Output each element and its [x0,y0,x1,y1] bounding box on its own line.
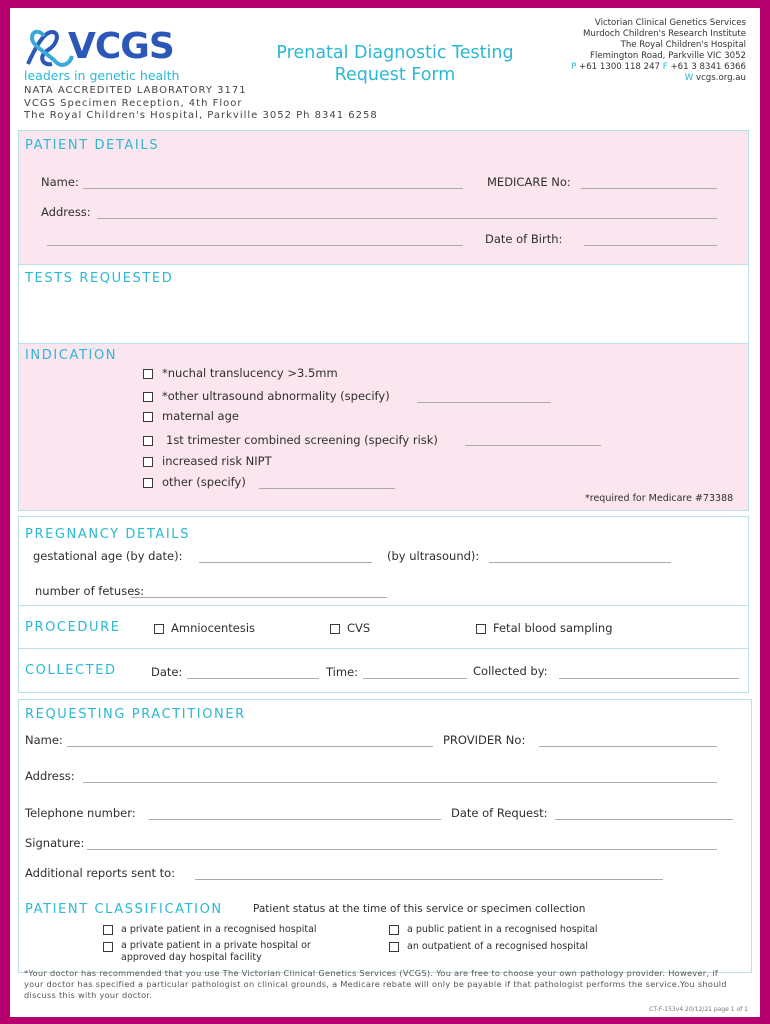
practitioner-address-label: Address: [25,769,75,783]
indication-option: other (specify) [162,475,246,489]
procedure-option: Amniocentesis [171,621,256,635]
section-title: PROCEDURE [25,620,121,635]
fetal-blood-sampling-checkbox[interactable] [476,624,486,634]
amniocentesis-checkbox[interactable] [154,624,164,634]
collected-date-label: Date: [151,665,183,679]
address-line: Victorian Clinical Genetics Services [594,18,746,28]
signature-label: Signature: [25,836,85,850]
classification-checkbox[interactable] [389,942,399,952]
additional-reports-field[interactable] [195,879,663,880]
classification-option: an outpatient of a recognised hospital [407,941,589,952]
disclaimer-line: *Your doctor has recommended that you use The Victorian Clinical Genetics Services (VCGS). You are free to choose your own pathology provider. However, if [24,968,719,978]
collected-section [18,648,749,693]
address-line: The Royal Children's Hospital [620,40,746,50]
lab-details [24,85,378,123]
section-title: REQUESTING PRACTITIONER [25,707,246,722]
section-title: COLLECTED [25,663,117,678]
telephone-field[interactable] [149,819,441,820]
form-code: CT-F-153v4.20/12/21 page 1 of 1 [649,1006,748,1013]
fetuses-label: number of fetuses: [35,584,145,598]
form-title-line1: Prenatal Diagnostic Testing [276,43,514,63]
dob-field[interactable] [584,245,717,246]
section-title: INDICATION [25,348,118,363]
collected-by-label: Collected by: [473,664,548,678]
disclaimer-line: discuss this with your doctor. [24,989,153,1000]
indication-option: *nuchal translucency >3.5mm [162,366,338,380]
classification-checkbox[interactable] [389,925,399,935]
classification-option-line: approved day hospital facility [121,952,262,963]
disclaimer [24,968,748,1000]
procedure-option: Fetal blood sampling [493,621,613,635]
phone-prefix: P [571,62,577,72]
medicare-note: *required for Medicare #73388 [585,493,734,504]
telephone-label: Telephone number: [25,806,136,820]
indication-option: increased risk NIPT [162,454,272,468]
other-specify-field[interactable] [259,488,395,489]
collected-time-label: Time: [326,665,359,679]
fax-number: +61 3 8341 6366 [670,62,746,72]
indication-option: 1st trimester combined screening (specify risk) [166,433,438,447]
dob-label: Date of Birth: [485,232,563,246]
provider-no-label: PROVIDER No: [443,733,526,747]
indication-checkbox[interactable] [143,412,153,422]
practitioner-address-field[interactable] [83,782,717,783]
section-title: TESTS REQUESTED [25,271,174,286]
phone-fax-line [571,62,746,73]
lab-line: NATA ACCREDITED LABORATORY 3171 [24,85,247,96]
section-title: PATIENT DETAILS [25,138,160,153]
provider-no-field[interactable] [539,746,717,747]
indication-checkbox[interactable] [143,478,153,488]
patient-address-field[interactable] [97,218,717,219]
address-line: Murdoch Children's Research Institute [582,29,746,39]
fax-prefix: F [662,62,668,72]
phone-number: +61 1300 118 247 [579,62,661,72]
procedure-section [18,605,749,649]
lab-line: The Royal Children's Hospital, Parkville 3052 Ph 8341 6258 [24,110,378,121]
ga-ultrasound-field[interactable] [489,562,671,563]
pregnancy-details-section [18,516,749,606]
web-address: vcgs.org.au [695,73,746,83]
vcgs-logo [22,22,192,82]
collected-time-field[interactable] [363,678,467,679]
date-of-request-label: Date of Request: [451,806,548,820]
indication-section [18,343,749,511]
medicare-label: MEDICARE No: [487,175,571,189]
classification-option: a public patient in a recognised hospital [407,924,598,935]
logo-text: VCGS [68,26,174,67]
form-title [245,42,545,86]
patient-name-label: Name: [41,175,79,189]
ga-ultrasound-label: (by ultrasound): [387,549,480,563]
date-of-request-field[interactable] [555,819,733,820]
tagline: leaders in genetic health [24,68,180,83]
additional-reports-label: Additional reports sent to: [25,866,176,880]
procedure-option: CVS [347,621,371,635]
practitioner-name-label: Name: [25,733,63,747]
form-title-line2: Request Form [334,65,456,85]
collected-date-field[interactable] [187,678,319,679]
tests-requested-section[interactable] [18,264,749,344]
classification-checkbox[interactable] [103,942,113,952]
signature-field[interactable] [87,849,717,850]
form-page [10,8,760,1017]
collected-by-field[interactable] [559,678,739,679]
ga-date-label: gestational age (by date): [33,549,183,563]
web-prefix: W [684,73,694,83]
classification-title: PATIENT CLASSIFICATION [25,902,223,917]
classification-option-line: a private patient in a private hospital or [121,940,311,951]
indication-checkbox[interactable] [143,392,153,402]
classification-checkbox[interactable] [103,925,113,935]
cvs-checkbox[interactable] [330,624,340,634]
fetuses-field[interactable] [131,597,387,598]
patient-address-label: Address: [41,205,91,219]
web-line [571,73,746,84]
patient-name-field[interactable] [83,188,463,189]
indication-option: *other ultrasound abnormality (specify) [162,389,390,403]
ga-date-field[interactable] [199,562,372,563]
lab-line: VCGS Specimen Reception, 4th Floor [24,97,243,109]
address-line: Flemington Road, Parkville VIC 3052 [590,51,746,61]
vcgs-address-block [571,18,746,84]
indication-checkbox[interactable] [143,436,153,446]
classification-subtitle: Patient status at the time of this service or specimen collection [253,903,586,915]
classification-option [121,940,311,964]
section-title: PREGNANCY DETAILS [25,527,191,542]
disclaimer-line: your doctor has specified a particular pathologist on clinical grounds, a Medicare rebate will only be payable if that pathologist performs the service.You should [24,978,727,989]
practitioner-section [18,699,752,973]
indication-specify-field[interactable] [417,402,551,403]
indication-checkbox[interactable] [143,369,153,379]
practitioner-name-field[interactable] [67,746,433,747]
classification-option: a private patient in a recognised hospital [121,924,317,935]
patient-address-field-2[interactable] [47,245,463,246]
indication-checkbox[interactable] [143,457,153,467]
indication-option: maternal age [162,409,239,423]
medicare-field[interactable] [581,188,717,189]
patient-details-section [18,130,749,265]
risk-specify-field[interactable] [465,445,601,446]
